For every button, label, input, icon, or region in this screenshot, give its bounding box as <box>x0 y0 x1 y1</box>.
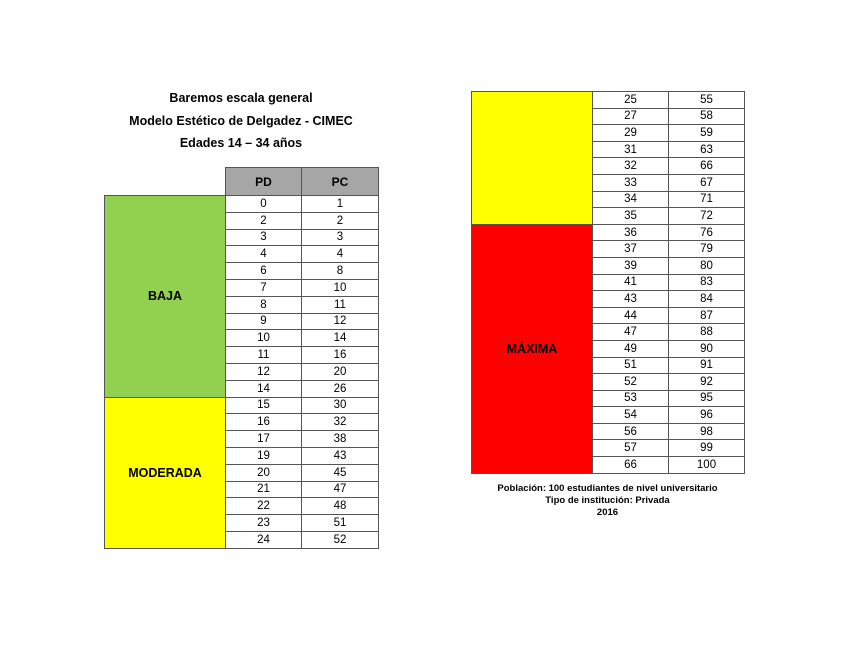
pc-cell: 51 <box>302 515 379 532</box>
pc-cell: 83 <box>669 274 745 291</box>
pd-cell: 41 <box>593 274 669 291</box>
pc-cell: 63 <box>669 141 745 158</box>
pd-cell: 37 <box>593 241 669 258</box>
pd-cell: 20 <box>226 464 302 481</box>
scale-name: Modelo Estético de Delgadez - CIMEC <box>129 114 353 128</box>
page-title: Baremos escala general <box>169 91 313 105</box>
pd-cell: 11 <box>226 347 302 364</box>
pc-cell: 26 <box>302 380 379 397</box>
pd-cell: 12 <box>226 363 302 380</box>
pc-cell: 88 <box>669 324 745 341</box>
table-row <box>472 224 745 241</box>
table-row <box>105 196 379 213</box>
pd-cell: 14 <box>226 380 302 397</box>
pc-cell: 52 <box>302 531 379 548</box>
pd-cell: 27 <box>593 108 669 125</box>
age-range: Edades 14 – 34 años <box>179 136 303 150</box>
pd-cell: 43 <box>593 291 669 308</box>
pc-cell: 38 <box>302 431 379 448</box>
pc-cell: 12 <box>302 313 379 330</box>
pd-cell: 33 <box>593 174 669 191</box>
pd-cell: 53 <box>593 390 669 407</box>
pc-cell: 71 <box>669 191 745 208</box>
footer-institution: Tipo de institución: Privada <box>545 495 670 506</box>
level-cell-maxima: MÁXIMA <box>472 224 593 473</box>
pd-cell: 35 <box>593 208 669 225</box>
pd-cell: 66 <box>593 457 669 474</box>
pc-cell: 1 <box>302 196 379 213</box>
level-cell-baja: BAJA <box>105 196 226 398</box>
pc-cell: 43 <box>302 447 379 464</box>
pd-cell: 0 <box>226 196 302 213</box>
pd-cell: 6 <box>226 263 302 280</box>
pd-cell: 10 <box>226 330 302 347</box>
pd-cell: 25 <box>593 92 669 109</box>
pc-cell: 99 <box>669 440 745 457</box>
pd-cell: 57 <box>593 440 669 457</box>
pc-cell: 14 <box>302 330 379 347</box>
pd-cell: 31 <box>593 141 669 158</box>
pd-cell: 29 <box>593 125 669 142</box>
pc-cell: 91 <box>669 357 745 374</box>
pd-cell: 52 <box>593 374 669 391</box>
pd-cell: 49 <box>593 340 669 357</box>
pc-cell: 58 <box>669 108 745 125</box>
pc-cell: 32 <box>302 414 379 431</box>
pc-cell: 45 <box>302 464 379 481</box>
pc-cell: 30 <box>302 397 379 414</box>
pd-cell: 2 <box>226 212 302 229</box>
pc-cell: 67 <box>669 174 745 191</box>
pc-cell: 79 <box>669 241 745 258</box>
pd-cell: 23 <box>226 515 302 532</box>
pc-cell: 90 <box>669 340 745 357</box>
pd-cell: 8 <box>226 296 302 313</box>
pc-cell: 95 <box>669 390 745 407</box>
pc-cell: 84 <box>669 291 745 308</box>
table-row <box>472 92 745 109</box>
pd-cell: 56 <box>593 423 669 440</box>
pd-cell: 4 <box>226 246 302 263</box>
column-header-pc: PC <box>302 168 379 196</box>
level-cell-moderada: MODERADA <box>105 397 226 548</box>
pc-cell: 11 <box>302 296 379 313</box>
pc-cell: 59 <box>669 125 745 142</box>
pc-cell: 96 <box>669 407 745 424</box>
pc-cell: 3 <box>302 229 379 246</box>
pc-cell: 76 <box>669 224 745 241</box>
level-cell-moderada <box>472 92 593 225</box>
pd-cell: 47 <box>593 324 669 341</box>
pd-cell: 9 <box>226 313 302 330</box>
pd-cell: 51 <box>593 357 669 374</box>
pd-cell: 3 <box>226 229 302 246</box>
pc-cell: 47 <box>302 481 379 498</box>
footer-population: Población: 100 estudiantes de nivel universitario <box>497 483 718 494</box>
pd-cell: 32 <box>593 158 669 175</box>
header-blank-cell <box>105 168 226 196</box>
pc-cell: 92 <box>669 374 745 391</box>
pc-cell: 8 <box>302 263 379 280</box>
pd-cell: 19 <box>226 447 302 464</box>
pd-cell: 22 <box>226 498 302 515</box>
pc-cell: 100 <box>669 457 745 474</box>
pd-cell: 36 <box>593 224 669 241</box>
pd-cell: 44 <box>593 307 669 324</box>
column-header-pd: PD <box>226 168 302 196</box>
pd-cell: 39 <box>593 257 669 274</box>
pc-cell: 20 <box>302 363 379 380</box>
pc-cell: 66 <box>669 158 745 175</box>
footer-year: 2016 <box>596 507 619 518</box>
baremo-table-right <box>471 91 745 474</box>
pc-cell: 98 <box>669 423 745 440</box>
pd-cell: 54 <box>593 407 669 424</box>
baremo-table-left <box>104 167 379 549</box>
pc-cell: 55 <box>669 92 745 109</box>
pd-cell: 17 <box>226 431 302 448</box>
pd-cell: 34 <box>593 191 669 208</box>
table-header-row <box>105 168 379 196</box>
pc-cell: 87 <box>669 307 745 324</box>
pc-cell: 16 <box>302 347 379 364</box>
pd-cell: 16 <box>226 414 302 431</box>
pc-cell: 2 <box>302 212 379 229</box>
pc-cell: 72 <box>669 208 745 225</box>
pc-cell: 80 <box>669 257 745 274</box>
pc-cell: 48 <box>302 498 379 515</box>
pc-cell: 4 <box>302 246 379 263</box>
pd-cell: 21 <box>226 481 302 498</box>
pd-cell: 15 <box>226 397 302 414</box>
table-row <box>105 397 379 414</box>
pd-cell: 7 <box>226 279 302 296</box>
pc-cell: 10 <box>302 279 379 296</box>
pd-cell: 24 <box>226 531 302 548</box>
